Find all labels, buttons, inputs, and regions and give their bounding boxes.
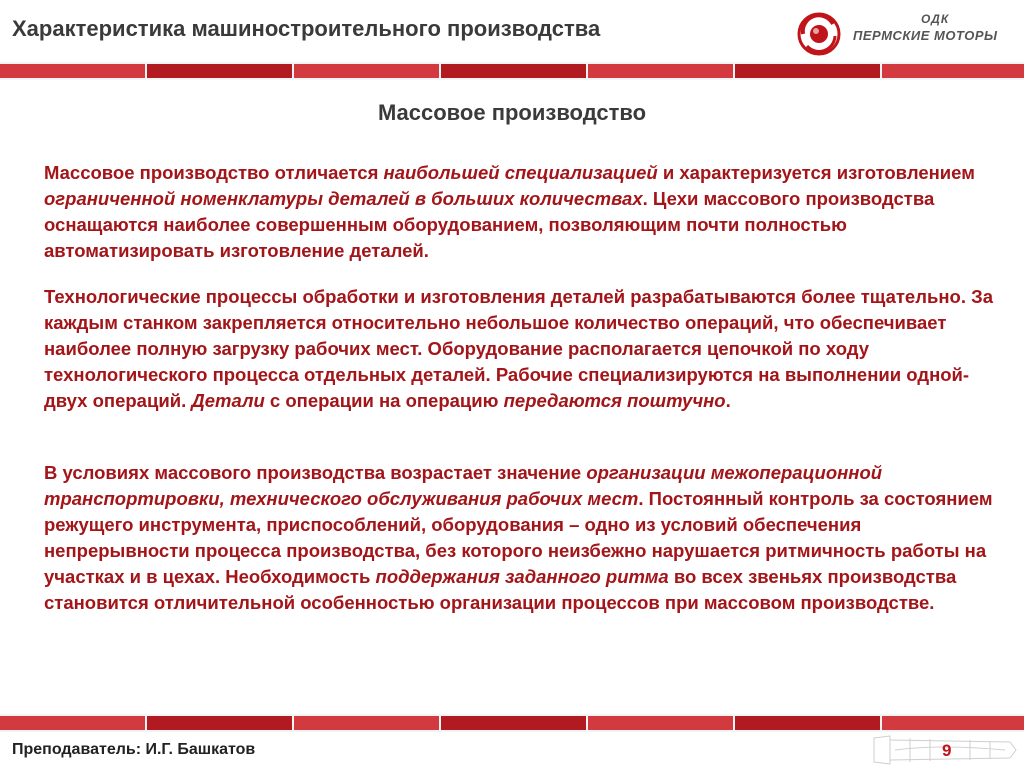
section-title: Массовое производство [377,100,647,125]
body-text: . Цехи массового производства оснащаются наиболее совершенным оборудованием, позволяющим почти полностью автоматизировать изготовление деталей. [44,188,935,261]
top-stripe [0,64,1024,78]
odk-swirl-logo-icon [793,8,849,60]
logo-line2: ПЕРМСКИЕ МОТОРЫ [853,28,998,43]
bottom-stripe [0,716,1024,730]
slide-title: Характеристика машиностроительного производства [12,16,601,41]
body-text: Технологические процессы обработки и изготовления деталей разрабатываются более тщательно. За каждым станком закрепляется относительно небольшое количество операций, что обеспечивает наиболее полную загрузку рабочих мест. Оборудование располагается цепочкой по ходу технологического процесса отдельных деталей. Рабочие специализируются на выполнении одной-двух операций. [44,286,993,411]
body-text: и характеризуется изготовлением [657,162,975,183]
page-number: 9 [942,741,952,760]
emphasis-text: передаются поштучно [503,390,726,411]
logo-line1: ОДК [921,12,950,26]
instructor-name: Преподаватель: И.Г. Башкатов [12,741,256,758]
body-text: . [725,390,731,411]
emphasis-text: Детали [191,390,265,411]
emphasis-text: ограниченной номенклатуры деталей в больших количествах [44,188,643,209]
body-text: Массовое производство отличается [44,162,384,183]
body-text: во всех звеньях производства становится отличительной особенностью организации процессов при массовом производстве. [44,566,957,613]
body-text: с операции на операцию [264,390,504,411]
company-logo [793,8,1018,60]
paragraph-2 [44,284,994,414]
body-text: В условиях массового производства возрастает значение [44,462,587,483]
slide-content [0,80,1024,714]
slide-footer [0,732,1024,767]
paragraph-1 [44,160,994,264]
paragraph-3 [44,460,994,616]
emphasis-text: организации межоперационной транспортировки, технического обслуживания рабочих мест [44,462,883,509]
slide-header [0,0,1024,62]
body-text: . Постоянный контроль за состоянием режущего инструмента, приспособлений, оборудования – одно из условий обеспечения непрерывности процесса производства, без которого неизбежно нарушается ритмичность работы на участках и в цехах. Необходимость [44,488,993,587]
emphasis-text: наибольшей специализацией [383,162,658,183]
emphasis-text: поддержания заданного ритма [375,566,669,587]
